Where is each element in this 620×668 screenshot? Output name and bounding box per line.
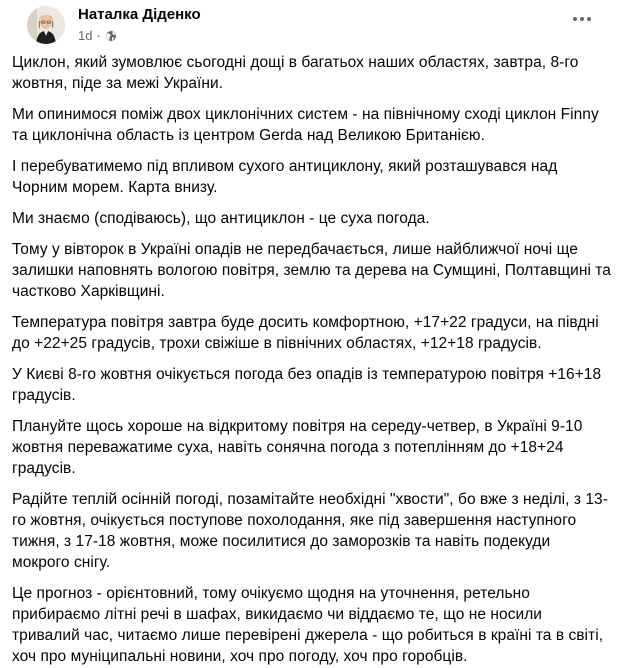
more-horizontal-icon bbox=[572, 16, 592, 22]
avatar[interactable] bbox=[27, 6, 65, 44]
post-header bbox=[14, 0, 610, 48]
post-paragraph: Це прогноз - орієнтовний, тому очікуємо щодня на уточнення, ретельно прибираємо літні речі в шафах, викидаємо чи віддаємо те, що не носили тривалий час, читаємо лише перевірені джерела - що робиться в країні та в світі, хоч про муніципальні новини, хоч про погоду, хоч про горобців. bbox=[12, 585, 604, 665]
post-paragraph: Циклон, який зумовлює сьогодні дощі в багатьох наших областях, завтра, 8-го жовтня, піде за межі України. bbox=[12, 54, 579, 92]
post-paragraph: Ми знаємо (сподіваюсь), що антициклон - це суха погода. bbox=[12, 210, 430, 227]
meta-separator: · bbox=[96, 28, 101, 43]
avatar-image bbox=[27, 6, 65, 44]
author-name[interactable]: Наталка Діденко bbox=[78, 6, 201, 23]
post-paragraph: Плануйте щось хороше на відкритому повітря на середу-четвер, в Україні 9-10 жовтня переважатиме суха, навіть сонячна погода з потеплінням до +18+24 градусів. bbox=[12, 418, 583, 477]
post-timestamp[interactable]: 1d bbox=[78, 28, 93, 43]
post-paragraph: Температура повітря завтра буде досить комфортною, +17+22 градуси, на півдні до +22+25 градусів, трохи свіжіше в північних областях, +12+18 градусів. bbox=[12, 314, 599, 352]
post-body bbox=[12, 52, 612, 668]
post-paragraph: У Києві 8-го жовтня очікується погода без опадів із температурою повітря +16+18 градусів. bbox=[12, 366, 602, 404]
post-paragraph: І перебуватимемо під впливом сухого антициклону, який розташувався над Чорним морем. Карта внизу. bbox=[12, 158, 558, 196]
post-paragraph: Тому у вівторок в Україні опадів не передбачається, лише найближчої ночі ще залишки наповнять вологою повітря, землю та дерева на Сумщині, Полтавщині та частково Харківщині. bbox=[12, 241, 611, 300]
post-paragraph: Ми опинимося поміж двох циклонічних систем - на північному сході циклон Finny та циклонічна область із центром Gerda над Великою Британією. bbox=[12, 106, 599, 144]
post-meta bbox=[78, 28, 117, 43]
post-paragraph: Радійте теплій осінній погоді, позамітайте необхідні "хвости", бо вже з неділі, з 13-го жовтня, очікується поступове похолодання, яке під завершення наступного тижня, з 17-18 жовтня, може посилитися до заморозків та навіть подекуди мокрого снігу. bbox=[12, 491, 608, 571]
globe-icon[interactable] bbox=[105, 30, 117, 42]
more-options-button[interactable] bbox=[568, 8, 596, 30]
